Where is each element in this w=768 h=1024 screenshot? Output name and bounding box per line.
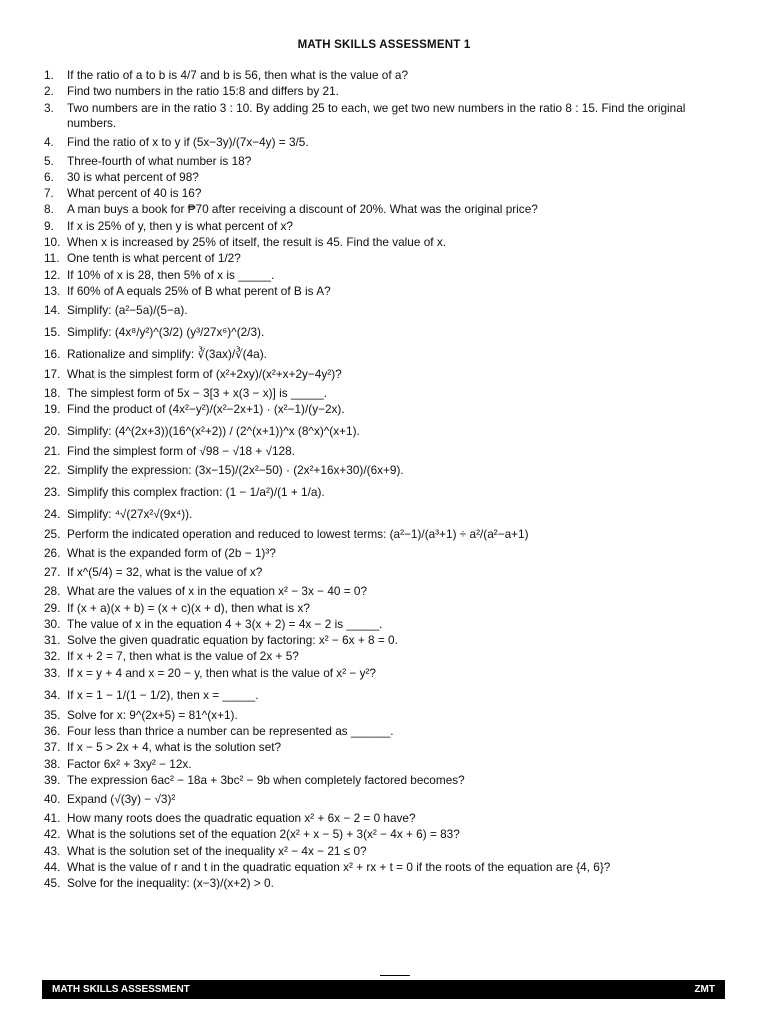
list-item — [44, 811, 724, 826]
question-number: 19. — [44, 402, 61, 417]
list-item — [44, 688, 724, 703]
question-number: 21. — [44, 444, 61, 459]
question-number: 40. — [44, 791, 61, 806]
list-item — [44, 268, 724, 283]
question-number: 12. — [44, 267, 61, 282]
list-item — [44, 154, 724, 169]
question-text: How many roots does the quadratic equation x² + 6x − 2 = 0 have? — [67, 810, 416, 825]
question-text: Solve for x: 9^(2x+5) = 81^(x+1). — [67, 707, 238, 722]
question-number: 15. — [44, 324, 61, 339]
question-text: Simplify: ⁴√(27x²√(9x⁴)). — [67, 507, 193, 522]
list-item — [44, 135, 724, 150]
question-number: 1. — [44, 68, 54, 82]
question-text: The simplest form of 5x − 3[3 + x(3 − x)] is _____. — [67, 385, 327, 400]
question-text: Solve the given quadratic equation by factoring: x² − 6x + 8 = 0. — [67, 633, 398, 648]
list-item — [44, 170, 724, 185]
question-text: Find the simplest form of √98 − √18 + √128. — [67, 444, 295, 459]
question-number: 28. — [44, 584, 61, 599]
list-item — [44, 186, 724, 201]
list-item — [44, 666, 724, 681]
question-text: Expand (√(3y) − √3)² — [67, 791, 176, 806]
question-text: Two numbers are in the ratio 3 : 10. By adding 25 to each, we get two new numbers in the ratio 8 : 15. Find the original numbers. — [67, 100, 686, 130]
question-number: 2. — [44, 84, 54, 99]
question-text: Simplify: (4^(2x+3))(16^(x²+2)) / (2^(x+1))^x (8^x)^(x+1). — [67, 424, 360, 439]
list-item — [44, 347, 724, 362]
question-number: 45. — [44, 876, 61, 891]
question-text: 30 is what percent of 98? — [67, 169, 199, 184]
question-text: If x = y + 4 and x = 20 − y, then what is the value of x² − y²? — [67, 665, 376, 680]
list-item — [44, 325, 724, 340]
question-number: 4. — [44, 134, 54, 149]
question-number: 35. — [44, 707, 61, 722]
question-text: Simplify this complex fraction: (1 − 1/a²)/(1 + 1/a). — [67, 485, 325, 500]
question-number: 13. — [44, 283, 61, 298]
question-number: 30. — [44, 616, 61, 631]
question-text: Simplify the expression: (3x−15)/(2x²−50) · (2x²+16x+30)/(6x+9). — [67, 463, 404, 478]
question-number: 27. — [44, 565, 61, 580]
list-item — [44, 601, 724, 616]
question-text: The value of x in the equation 4 + 3(x + 2) = 4x − 2 is _____. — [67, 616, 383, 631]
list-item — [44, 633, 724, 648]
question-number: 10. — [44, 235, 61, 250]
list-item — [44, 617, 724, 632]
question-number: 36. — [44, 724, 61, 739]
question-text: Simplify: (a²−5a)/(5−a). — [67, 302, 188, 317]
question-number: 41. — [44, 810, 61, 825]
question-text: Simplify: (4x⁸/y²)^(3/2) (y³/27x⁶)^(2/3). — [67, 324, 265, 339]
list-item — [44, 740, 724, 755]
list-item — [44, 68, 724, 83]
list-item — [44, 485, 724, 500]
footer-right-label: ZMT — [694, 984, 715, 995]
question-number: 6. — [44, 169, 54, 184]
list-item — [44, 386, 724, 401]
question-number: 44. — [44, 859, 61, 874]
question-text: If 10% of x is 28, then 5% of x is _____. — [67, 267, 275, 282]
question-number: 9. — [44, 218, 54, 233]
list-item — [44, 827, 724, 842]
list-item — [44, 860, 724, 875]
question-number: 5. — [44, 153, 54, 168]
question-number: 22. — [44, 463, 61, 478]
footer-bar — [42, 980, 725, 999]
question-text: If 60% of A equals 25% of B what perent of B is A? — [67, 283, 331, 298]
question-number: 43. — [44, 843, 61, 858]
question-number: 11. — [44, 251, 60, 266]
list-item — [44, 565, 724, 580]
question-text: The expression 6ac² − 18a + 3bc² − 9b when completely factored becomes? — [67, 772, 465, 787]
list-item — [44, 708, 724, 723]
list-item — [44, 507, 724, 522]
list-item — [44, 235, 724, 250]
question-list — [44, 68, 724, 892]
list-item — [44, 101, 724, 131]
question-text: If (x + a)(x + b) = (x + c)(x + d), then what is x? — [67, 600, 310, 615]
list-item — [44, 402, 724, 417]
page-title: MATH SKILLS ASSESSMENT 1 — [297, 39, 471, 51]
question-text: What is the simplest form of (x²+2xy)/(x²+x+2y−4y²)? — [67, 366, 342, 381]
question-text: If x − 5 > 2x + 4, what is the solution set? — [67, 740, 282, 755]
question-text: Factor 6x² + 3xy² − 12x. — [67, 756, 192, 771]
list-item — [44, 219, 724, 234]
question-text: Find the product of (4x²−y²)/(x²−2x+1) · (x²−1)/(y−2x). — [67, 402, 345, 417]
question-number: 37. — [44, 740, 61, 755]
list-item — [44, 844, 724, 859]
question-number: 20. — [44, 424, 61, 439]
question-number: 18. — [44, 385, 61, 400]
question-number: 24. — [44, 507, 61, 522]
list-item — [44, 367, 724, 382]
question-text: Find two numbers in the ratio 15:8 and differs by 21. — [67, 84, 339, 99]
list-item — [44, 649, 724, 664]
question-text: One tenth is what percent of 1/2? — [67, 251, 241, 266]
list-item — [44, 424, 724, 439]
question-text: What is the solutions set of the equation 2(x² + x − 5) + 3(x² − 4x + 6) = 83? — [67, 827, 460, 842]
question-number: 7. — [44, 186, 54, 201]
question-number: 26. — [44, 546, 61, 561]
question-number: 29. — [44, 600, 61, 615]
question-text: What percent of 40 is 16? — [67, 186, 202, 201]
question-number: 16. — [44, 346, 61, 361]
question-text: Find the ratio of x to y if (5x−3y)/(7x−4y) = 3/5. — [67, 134, 309, 149]
question-number: 8. — [44, 202, 54, 217]
question-number: 42. — [44, 827, 61, 842]
question-number: 17. — [44, 366, 61, 381]
question-text: What is the value of r and t in the quadratic equation x² + rx + t = 0 if the roots of the equation are {4, 6}? — [67, 859, 611, 874]
question-text: What are the values of x in the equation x² − 3x − 40 = 0? — [67, 584, 368, 599]
question-text: If x = 1 − 1/(1 − 1/2), then x = _____. — [67, 687, 259, 702]
list-item — [44, 303, 724, 318]
question-number: 38. — [44, 756, 61, 771]
question-number: 25. — [44, 527, 61, 542]
question-number: 14. — [44, 302, 61, 317]
list-item — [44, 84, 724, 99]
list-item — [44, 773, 724, 788]
question-text: A man buys a book for ₱70 after receiving a discount of 20%. What was the original price? — [67, 202, 538, 217]
list-item — [44, 444, 724, 459]
question-number: 31. — [44, 633, 61, 648]
footer-left-label: MATH SKILLS ASSESSMENT — [52, 984, 190, 995]
list-item — [44, 876, 724, 891]
question-text: What is the expanded form of (2b − 1)³? — [67, 546, 276, 561]
question-text: If the ratio of a to b is 4/7 and b is 56, then what is the value of a? — [67, 68, 409, 82]
list-item — [44, 584, 724, 599]
question-text: If x^(5/4) = 32, what is the value of x? — [67, 565, 263, 580]
list-item — [44, 792, 724, 807]
question-text: What is the solution set of the inequality x² − 4x − 21 ≤ 0? — [67, 843, 367, 858]
list-item — [44, 546, 724, 561]
question-number: 32. — [44, 649, 61, 664]
question-number: 33. — [44, 665, 61, 680]
list-item — [44, 284, 724, 299]
list-item — [44, 202, 724, 217]
list-item — [44, 527, 724, 542]
question-number: 34. — [44, 687, 61, 702]
question-text: Rationalize and simplify: ∛(3ax)/∛(4a). — [67, 346, 267, 361]
question-text: Three-fourth of what number is 18? — [67, 153, 252, 168]
question-text: Solve for the inequality: (x−3)/(x+2) > 0. — [67, 876, 274, 891]
question-number: 39. — [44, 772, 61, 787]
question-number: 23. — [44, 485, 61, 500]
list-item — [44, 724, 724, 739]
question-text: Four less than thrice a number can be represented as ______. — [67, 724, 394, 739]
question-text: Perform the indicated operation and reduced to lowest terms: (a²−1)/(a³+1) ÷ a²/(a²−a+1) — [67, 527, 529, 542]
divider — [380, 975, 410, 976]
list-item — [44, 757, 724, 772]
question-text: When x is increased by 25% of itself, the result is 45. Find the value of x. — [67, 235, 446, 250]
list-item — [44, 463, 724, 478]
question-text: If x is 25% of y, then y is what percent of x? — [67, 218, 293, 233]
list-item — [44, 251, 724, 266]
question-number: 3. — [44, 100, 54, 115]
question-text: If x + 2 = 7, then what is the value of 2x + 5? — [67, 649, 299, 664]
